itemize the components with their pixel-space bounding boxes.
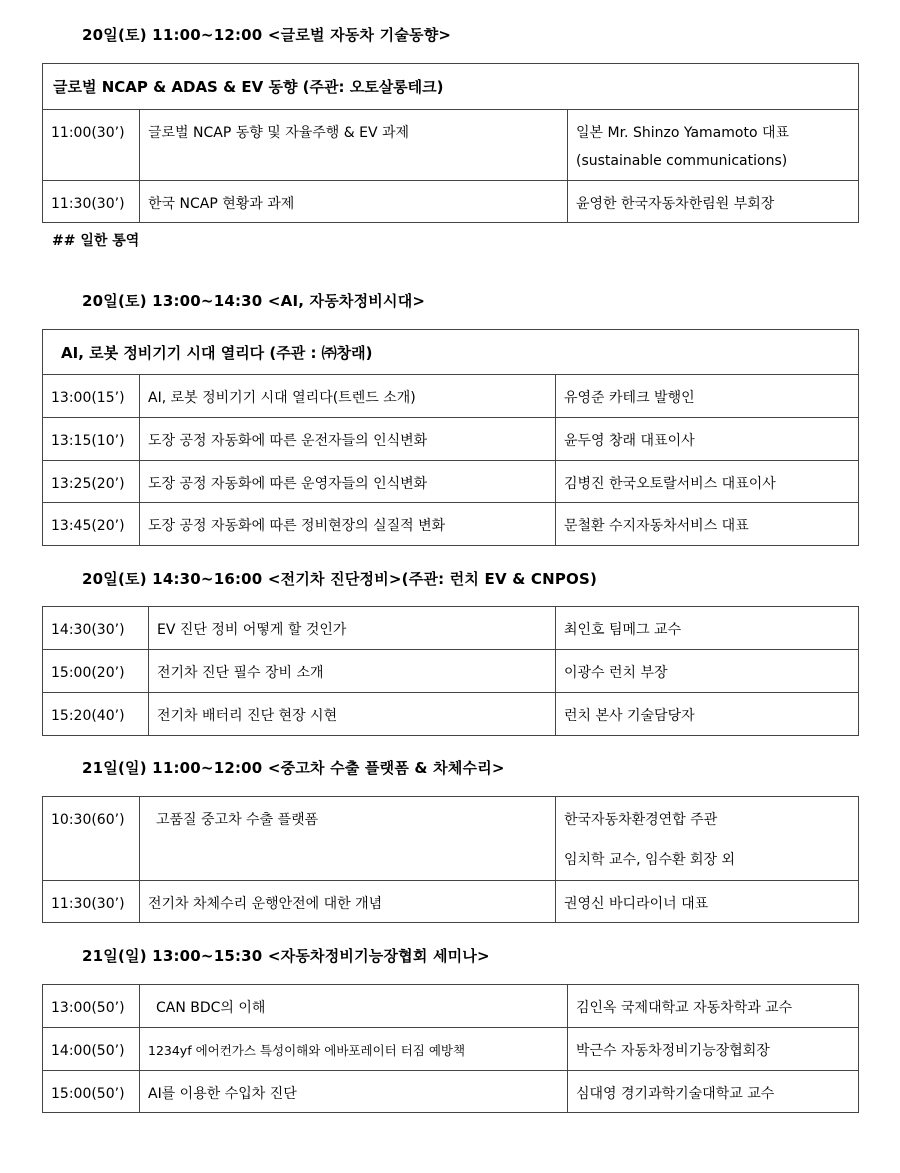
speaker-cell: 박근수 자동차정비기능장협회장 xyxy=(568,1028,859,1071)
time-cell: 13:45(20’) xyxy=(43,503,140,546)
section-5-table xyxy=(42,984,859,1113)
topic-cell: AI, 로봇 정비기기 시대 열리다(트렌드 소개) xyxy=(140,375,556,418)
speaker-cell: 권영신 바디라이너 대표 xyxy=(556,881,859,923)
section-2-header: AI, 로봇 정비기기 시대 열리다 (주관 : ㈜창래) xyxy=(43,330,859,375)
table-row xyxy=(43,181,859,223)
time-cell: 15:20(40’) xyxy=(43,693,149,736)
topic-cell: AI를 이용한 수입차 진단 xyxy=(140,1071,568,1113)
table-row xyxy=(43,503,859,546)
time-cell: 13:15(10’) xyxy=(43,418,140,461)
speaker-cell: 이광수 런치 부장 xyxy=(556,650,859,693)
topic-cell: EV 진단 정비 어떻게 할 것인가 xyxy=(149,607,556,650)
speaker-name: 일본 Mr. Shinzo Yamamoto 대표 xyxy=(576,125,790,141)
table-row xyxy=(43,797,859,881)
section-3-title: 20일(토) 14:30~16:00 <전기차 진단정비>(주관: 런치 EV & CNPOS) xyxy=(82,570,598,588)
speaker-cell: 런치 본사 기술담당자 xyxy=(556,693,859,736)
speaker-affiliation: (sustainable communications) xyxy=(576,153,788,169)
speaker-cell: 문철환 수지자동차서비스 대표 xyxy=(556,503,859,546)
time-cell: 11:30(30’) xyxy=(43,881,140,923)
speaker-cell: 최인호 팀메그 교수 xyxy=(556,607,859,650)
topic-cell: 한국 NCAP 현황과 과제 xyxy=(140,181,568,223)
speaker-org: 한국자동차환경연합 주관 xyxy=(564,812,718,828)
table-row xyxy=(43,985,859,1028)
time-cell: 14:30(30’) xyxy=(43,607,149,650)
table-row xyxy=(43,693,859,736)
time-cell: 13:00(15’) xyxy=(43,375,140,418)
topic-cell: 도장 공정 자동화에 따른 운영자들의 인식변화 xyxy=(140,461,556,503)
topic-cell: 전기차 진단 필수 장비 소개 xyxy=(149,650,556,693)
speaker-cell: 유영준 카테크 발행인 xyxy=(556,375,859,418)
speaker-cell: 심대영 경기과학기술대학교 교수 xyxy=(568,1071,859,1113)
section-1-table xyxy=(42,63,859,223)
topic-cell: 도장 공정 자동화에 따른 운전자들의 인식변화 xyxy=(140,418,556,461)
time-cell: 15:00(50’) xyxy=(43,1071,140,1113)
time-cell: 13:25(20’) xyxy=(43,461,140,503)
table-row xyxy=(43,418,859,461)
topic-cell: 고품질 중고차 수출 플랫폼 xyxy=(140,797,556,881)
table-header-row xyxy=(43,64,859,110)
section-2-title: 20일(토) 13:00~14:30 <AI, 자동차정비시대> xyxy=(82,292,426,310)
section-3-table xyxy=(42,606,859,736)
section-1-title: 20일(토) 11:00~12:00 <글로벌 자동차 기술동향> xyxy=(82,26,452,44)
section-2-table xyxy=(42,329,859,546)
topic-cell: 도장 공정 자동화에 따른 정비현장의 실질적 변화 xyxy=(140,503,556,546)
time-cell: 10:30(60’) xyxy=(43,797,140,881)
section-4-table xyxy=(42,796,859,923)
table-row xyxy=(43,110,859,181)
speaker-names: 임치학 교수, 임수환 회장 외 xyxy=(564,852,736,868)
table-row xyxy=(43,1028,859,1071)
topic-cell: 1234yf 에어컨가스 특성이해와 에바포레이터 터짐 예방책 xyxy=(140,1028,568,1071)
time-cell: 11:00(30’) xyxy=(43,110,140,181)
speaker-cell: 김병진 한국오토랄서비스 대표이사 xyxy=(556,461,859,503)
table-header-row xyxy=(43,330,859,375)
topic-cell: 글로벌 NCAP 동향 및 자율주행 & EV 과제 xyxy=(140,110,568,181)
time-cell: 15:00(20’) xyxy=(43,650,149,693)
time-cell: 11:30(30’) xyxy=(43,181,140,223)
topic-cell: 전기차 차체수리 운행안전에 대한 개념 xyxy=(140,881,556,923)
speaker-cell: 윤영한 한국자동차한림원 부회장 xyxy=(568,181,859,223)
speaker-cell: 윤두영 창래 대표이사 xyxy=(556,418,859,461)
speaker-cell xyxy=(568,110,859,181)
section-5-title: 21일(일) 13:00~15:30 <자동차정비기능장협회 세미나> xyxy=(82,947,490,965)
table-row xyxy=(43,881,859,923)
topic-cell: CAN BDC의 이해 xyxy=(140,985,568,1028)
time-cell: 13:00(50’) xyxy=(43,985,140,1028)
topic-cell: 전기차 배터리 진단 현장 시현 xyxy=(149,693,556,736)
speaker-cell xyxy=(556,797,859,881)
table-row xyxy=(43,1071,859,1113)
table-row xyxy=(43,461,859,503)
section-1-header: 글로벌 NCAP & ADAS & EV 동향 (주관: 오토살롱테크) xyxy=(43,64,859,110)
table-row xyxy=(43,607,859,650)
table-row xyxy=(43,650,859,693)
section-4-title: 21일(일) 11:00~12:00 <중고차 수출 플랫폼 & 차체수리> xyxy=(82,759,505,777)
interpretation-note: ## 일한 통역 xyxy=(52,233,140,249)
time-cell: 14:00(50’) xyxy=(43,1028,140,1071)
speaker-cell: 김인옥 국제대학교 자동차학과 교수 xyxy=(568,985,859,1028)
table-row xyxy=(43,375,859,418)
